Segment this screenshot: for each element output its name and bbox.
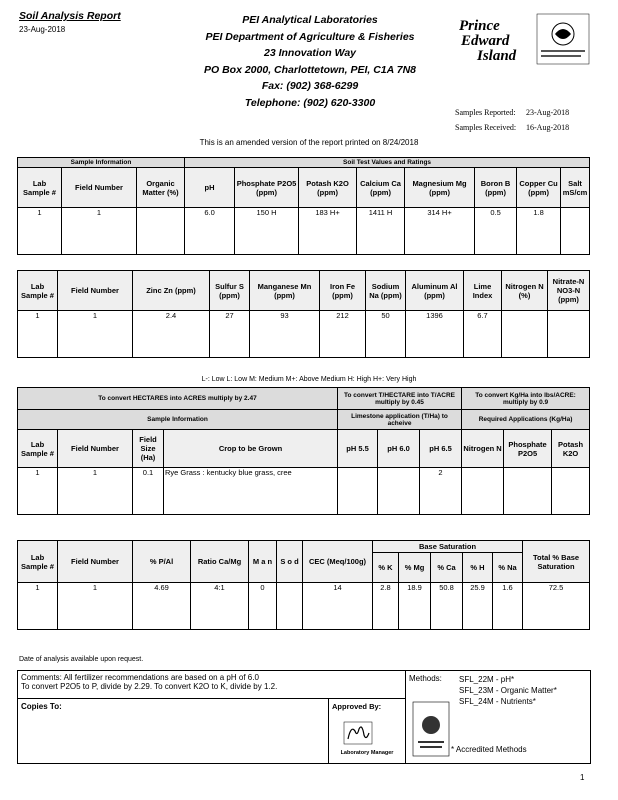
lab-header xyxy=(150,12,470,111)
method-3: SFL_24M - Nutrients* xyxy=(459,697,536,706)
t4-cell-9: 50.8 xyxy=(431,583,463,630)
group-soil-values: Soil Test Values and Ratings xyxy=(185,158,590,168)
t1-header-1: Field Number xyxy=(62,168,137,208)
methods-label: Methods: xyxy=(409,674,442,683)
methods-box xyxy=(405,670,591,764)
approved-title: Laboratory Manager xyxy=(340,750,394,756)
approved-label: Approved By: xyxy=(332,702,382,711)
t4-header-9: % Ca xyxy=(431,553,463,583)
date-note: Date of analysis available upon request. xyxy=(19,656,144,663)
t4-cell-0: 1 xyxy=(18,583,58,630)
t4-cell-3: 4:1 xyxy=(191,583,249,630)
methods-list xyxy=(459,674,557,707)
t1-cell-4: 150 H xyxy=(235,208,299,255)
t3-header-6: pH 6.5 xyxy=(420,430,462,468)
t2-header-0: Lab Sample # xyxy=(18,271,58,311)
t1-cell-9: 1.8 xyxy=(517,208,561,255)
accredited-note: * Accredited Methods xyxy=(451,745,527,754)
pei-logo xyxy=(455,12,591,67)
t2-cell-1: 1 xyxy=(58,311,133,358)
limestone-label: Limestone application (T/Ha) to acheive xyxy=(338,410,462,430)
t4-cell-5 xyxy=(277,583,303,630)
t3-cell-1: 1 xyxy=(58,468,133,515)
t4-cell-7: 2.8 xyxy=(373,583,399,630)
required-applications-label: Required Applications (Kg/Ha) xyxy=(462,410,590,430)
t3-cell-9 xyxy=(552,468,590,515)
t4-cell-6: 14 xyxy=(303,583,373,630)
rating-legend: L-: Low L: Low M: Medium M+: Above Medium H: High H+: Very High xyxy=(201,376,417,383)
sample-info-label: Sample Information xyxy=(18,410,338,430)
address-po: PO Box 2000, Charlottetown, PEI, C1A 7N8 xyxy=(204,63,416,76)
conversion-t-hectare: To convert T/HECTARE into T/ACRE multiply by 0.45 xyxy=(338,388,462,410)
t1-header-8: Boron B (ppm) xyxy=(475,168,517,208)
samples-received: 16-Aug-2018 xyxy=(526,123,570,132)
soil-test-table-2 xyxy=(17,270,590,358)
t3-cell-8 xyxy=(504,468,552,515)
t4-header-10: % H xyxy=(463,553,493,583)
base-saturation-header: Base Saturation xyxy=(373,541,523,553)
t2-cell-4: 93 xyxy=(250,311,320,358)
t3-header-4: pH 5.5 xyxy=(338,430,378,468)
t4-header-4: M a n xyxy=(249,541,277,583)
t2-cell-2: 2.4 xyxy=(133,311,210,358)
t1-cell-1: 1 xyxy=(62,208,137,255)
t1-header-0: Lab Sample # xyxy=(18,168,62,208)
samples-received-label: Samples Received: xyxy=(455,123,517,132)
t1-cell-10 xyxy=(561,208,590,255)
t4-header-11: % Na xyxy=(493,553,523,583)
t4-header-3: Ratio Ca/Mg xyxy=(191,541,249,583)
accreditation-seal xyxy=(412,701,450,757)
t4-header-8: % Mg xyxy=(399,553,431,583)
t3-header-8: Phosphate P2O5 xyxy=(504,430,552,468)
t2-cell-8: 6.7 xyxy=(464,311,502,358)
t1-header-10: Salt mS/cm xyxy=(561,168,590,208)
t1-cell-7: 314 H+ xyxy=(405,208,475,255)
conversion-hectares: To convert HECTARES into ACRES multiply by 2.47 xyxy=(18,388,338,410)
t4-header-1: Field Number xyxy=(58,541,133,583)
t1-header-2: Organic Matter (%) xyxy=(137,168,185,208)
t1-header-4: Phosphate P2O5 (ppm) xyxy=(235,168,299,208)
copies-label: Copies To: xyxy=(21,702,62,711)
t2-cell-9 xyxy=(502,311,548,358)
samples-reported-label: Samples Reported: xyxy=(455,108,516,117)
copies-box xyxy=(17,698,329,764)
t4-header-5: S o d xyxy=(277,541,303,583)
t3-cell-5 xyxy=(378,468,420,515)
t3-cell-6: 2 xyxy=(420,468,462,515)
t1-header-9: Copper Cu (ppm) xyxy=(517,168,561,208)
t2-cell-0: 1 xyxy=(18,311,58,358)
t3-header-0: Lab Sample # xyxy=(18,430,58,468)
svg-text:Prince: Prince xyxy=(459,18,500,34)
t1-cell-5: 183 H+ xyxy=(299,208,357,255)
t3-header-5: pH 6.0 xyxy=(378,430,420,468)
t2-cell-5: 212 xyxy=(320,311,366,358)
t4-header-6: CEC (Meq/100g) xyxy=(303,541,373,583)
t4-cell-2: 4.69 xyxy=(133,583,191,630)
t3-cell-3: Rye Grass : kentucky blue grass, cree xyxy=(164,468,338,515)
t2-header-2: Zinc Zn (ppm) xyxy=(133,271,210,311)
page-number: 1 xyxy=(580,773,585,782)
t1-cell-6: 1411 H xyxy=(357,208,405,255)
t4-cell-8: 18.9 xyxy=(399,583,431,630)
approved-box xyxy=(328,698,406,764)
t4-cell-11: 1.6 xyxy=(493,583,523,630)
group-sample-info: Sample Information xyxy=(18,158,185,168)
t1-header-6: Calcium Ca (ppm) xyxy=(357,168,405,208)
report-date: 23-Aug-2018 xyxy=(19,25,66,34)
t1-cell-8: 0.5 xyxy=(475,208,517,255)
t1-cell-0: 1 xyxy=(18,208,62,255)
method-1: SFL_22M - pH* xyxy=(459,675,515,684)
t1-header-5: Potash K2O (ppm) xyxy=(299,168,357,208)
comment-line-2: To convert P2O5 to P, divide by 2.29. To convert K2O to K, divide by 1.2. xyxy=(21,682,278,691)
comment-line-1: Comments: All fertilizer recommendations are based on a pH of 6.0 xyxy=(21,673,259,682)
t4-cell-1: 1 xyxy=(58,583,133,630)
t2-cell-7: 1396 xyxy=(406,311,464,358)
report-title: Soil Analysis Report xyxy=(19,10,121,22)
t4-header-7: % K xyxy=(373,553,399,583)
signature xyxy=(343,721,373,745)
t1-cell-3: 6.0 xyxy=(185,208,235,255)
t2-header-5: Iron Fe (ppm) xyxy=(320,271,366,311)
soil-test-table-1 xyxy=(17,157,590,255)
conversion-kg-ha: To convert Kg/Ha into lbs/ACRE: multiply by 0.9 xyxy=(462,388,590,410)
t2-cell-6: 50 xyxy=(366,311,406,358)
t3-header-2: Field Size (Ha) xyxy=(133,430,164,468)
t3-cell-7 xyxy=(462,468,504,515)
t4-header-0: Lab Sample # xyxy=(18,541,58,583)
t3-cell-4 xyxy=(338,468,378,515)
t2-header-4: Manganese Mn (ppm) xyxy=(250,271,320,311)
t2-header-10: Nitrate-N NO3-N (ppm) xyxy=(548,271,590,311)
t2-header-8: Lime Index xyxy=(464,271,502,311)
t2-header-1: Field Number xyxy=(58,271,133,311)
svg-text:Island: Island xyxy=(477,48,517,64)
samples-reported: 23-Aug-2018 xyxy=(526,108,570,117)
t4-cell-10: 25.9 xyxy=(463,583,493,630)
t3-header-7: Nitrogen N xyxy=(462,430,504,468)
t1-header-7: Magnesium Mg (ppm) xyxy=(405,168,475,208)
fax: Fax: (902) 368-6299 xyxy=(261,80,359,92)
t2-cell-10 xyxy=(548,311,590,358)
phone: Telephone: (902) 620-3300 xyxy=(244,96,376,109)
base-saturation-table xyxy=(17,540,590,630)
t1-header-3: pH xyxy=(185,168,235,208)
lab-name: PEI Analytical Laboratories xyxy=(242,14,378,26)
t4-header-12: Total % Base Saturation xyxy=(523,541,590,583)
amended-note: This is an amended version of the report printed on 8/24/2018 xyxy=(199,138,419,147)
address-street: 23 Innovation Way xyxy=(264,47,356,59)
t3-cell-0: 1 xyxy=(18,468,58,515)
t3-header-3: Crop to be Grown xyxy=(164,430,338,468)
recommendation-table xyxy=(17,387,590,515)
comments-box xyxy=(17,670,406,699)
department: PEI Department of Agriculture & Fisheries xyxy=(205,30,415,43)
t2-header-7: Aluminum Al (ppm) xyxy=(406,271,464,311)
t4-cell-4: 0 xyxy=(249,583,277,630)
t2-header-6: Sodium Na (ppm) xyxy=(366,271,406,311)
t3-cell-2: 0.1 xyxy=(133,468,164,515)
t2-header-9: Nitrogen N (%) xyxy=(502,271,548,311)
method-2: SFL_23M - Organic Matter* xyxy=(459,686,557,695)
t2-cell-3: 27 xyxy=(210,311,250,358)
t4-header-2: % P/Al xyxy=(133,541,191,583)
t2-header-3: Sulfur S (ppm) xyxy=(210,271,250,311)
svg-text:Edward: Edward xyxy=(461,33,510,49)
t4-cell-12: 72.5 xyxy=(523,583,590,630)
t3-header-1: Field Number xyxy=(58,430,133,468)
t1-cell-2 xyxy=(137,208,185,255)
t3-header-9: Potash K2O xyxy=(552,430,590,468)
